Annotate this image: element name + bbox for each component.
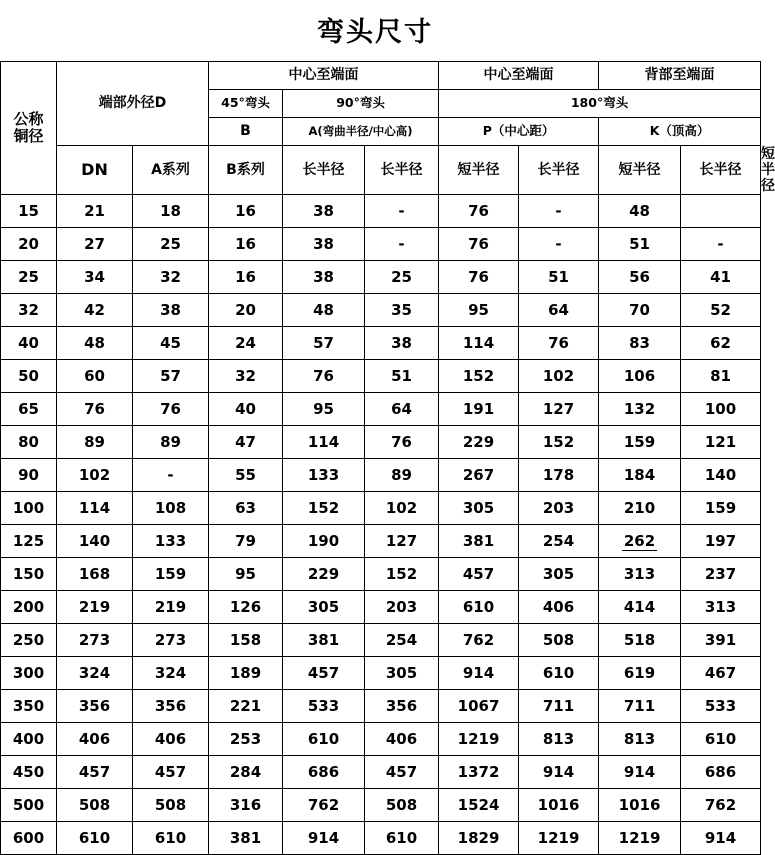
- table-cell: 140: [57, 525, 133, 558]
- table-cell: 508: [365, 789, 439, 822]
- table-cell: 51: [365, 360, 439, 393]
- table-cell: 203: [519, 492, 599, 525]
- page-title: 弯头尺寸: [317, 17, 433, 48]
- table-cell: 273: [133, 624, 209, 657]
- header-group-center-to-face-2: 中心至端面: [439, 62, 599, 90]
- cell-dn: 80: [1, 426, 57, 459]
- table-cell: 27: [57, 228, 133, 261]
- cell-dn: 150: [1, 558, 57, 591]
- table-cell: 159: [133, 558, 209, 591]
- table-cell: 391: [681, 624, 761, 657]
- table-cell: 95: [283, 393, 365, 426]
- table-cell: 189: [209, 657, 283, 690]
- header-nominal-diameter-line1: 公称: [13, 109, 44, 128]
- table-cell: 47: [209, 426, 283, 459]
- table-cell: 313: [599, 558, 681, 591]
- table-cell: 52: [681, 294, 761, 327]
- header-b-long-radius: 长半径: [283, 146, 365, 195]
- table-cell: 108: [133, 492, 209, 525]
- header-row-1: [1, 62, 761, 90]
- header-series-a: A系列: [133, 146, 209, 195]
- table-cell: 76: [519, 327, 599, 360]
- cell-dn: 300: [1, 657, 57, 690]
- cell-dn: 20: [1, 228, 57, 261]
- header-a-short-radius: 短半径: [439, 146, 519, 195]
- table-cell: 518: [599, 624, 681, 657]
- table-cell: 152: [283, 492, 365, 525]
- table-cell: 57: [283, 327, 365, 360]
- table-cell: 237: [681, 558, 761, 591]
- table-cell: 533: [681, 690, 761, 723]
- table-cell: 41: [681, 261, 761, 294]
- table-cell: 64: [365, 393, 439, 426]
- table-cell: 229: [283, 558, 365, 591]
- table-cell: 406: [365, 723, 439, 756]
- table-header: [1, 62, 775, 195]
- table-cell: 178: [519, 459, 599, 492]
- table-cell: 40: [209, 393, 283, 426]
- table-cell: 610: [681, 723, 761, 756]
- table-cell: 38: [283, 228, 365, 261]
- table-cell: 356: [133, 690, 209, 723]
- table-cell: [681, 195, 761, 228]
- table-cell: 60: [57, 360, 133, 393]
- header-symbol-p: P（中心距）: [439, 118, 599, 146]
- table-cell: 38: [365, 327, 439, 360]
- table-cell: 89: [57, 426, 133, 459]
- cell-dn: 40: [1, 327, 57, 360]
- table-cell: 316: [209, 789, 283, 822]
- table-cell: 127: [519, 393, 599, 426]
- table-cell: 356: [365, 690, 439, 723]
- header-elbow-90: 90°弯头: [283, 90, 439, 118]
- table-cell: 89: [133, 426, 209, 459]
- table-cell: 381: [439, 525, 519, 558]
- table-cell: 76: [57, 393, 133, 426]
- table-cell: 24: [209, 327, 283, 360]
- table-cell: 324: [57, 657, 133, 690]
- cell-dn: 500: [1, 789, 57, 822]
- table-cell: 457: [283, 657, 365, 690]
- cell-dn: 125: [1, 525, 57, 558]
- table-cell: 305: [439, 492, 519, 525]
- table-cell: 114: [439, 327, 519, 360]
- table-cell: 762: [681, 789, 761, 822]
- table-cell: -: [365, 228, 439, 261]
- table-cell: 254: [519, 525, 599, 558]
- header-p-short-radius: 短半径: [599, 146, 681, 195]
- table-cell: 914: [439, 657, 519, 690]
- table-row: [1, 525, 761, 558]
- table-cell: 32: [133, 261, 209, 294]
- table-cell: 25: [365, 261, 439, 294]
- cell-dn: 250: [1, 624, 57, 657]
- table-cell: 140: [681, 459, 761, 492]
- table-cell: 48: [57, 327, 133, 360]
- table-cell: 76: [439, 261, 519, 294]
- table-row: [1, 723, 761, 756]
- table-cell: 168: [57, 558, 133, 591]
- table-cell: 55: [209, 459, 283, 492]
- table-cell: 221: [209, 690, 283, 723]
- table-cell: 35: [365, 294, 439, 327]
- table-cell: 70: [599, 294, 681, 327]
- elbow-dimensions-table: [0, 61, 775, 855]
- table-cell: 18: [133, 195, 209, 228]
- table-cell: 457: [439, 558, 519, 591]
- table-cell: 914: [599, 756, 681, 789]
- table-cell: 508: [57, 789, 133, 822]
- table-row: [1, 327, 761, 360]
- table-cell: 56: [599, 261, 681, 294]
- table-cell: 159: [681, 492, 761, 525]
- table-cell: 64: [519, 294, 599, 327]
- table-cell: 610: [283, 723, 365, 756]
- table-cell: 457: [133, 756, 209, 789]
- header-outer-diameter: 端部外径D: [57, 62, 209, 146]
- table-cell: 1219: [439, 723, 519, 756]
- table-cell: 51: [599, 228, 681, 261]
- table-body: [1, 195, 761, 855]
- table-cell: 253: [209, 723, 283, 756]
- table-row: [1, 195, 761, 228]
- table-cell: 273: [57, 624, 133, 657]
- table-row: [1, 426, 761, 459]
- table-cell: 610: [133, 822, 209, 855]
- table-cell: 76: [365, 426, 439, 459]
- header-group-center-to-face-1: 中心至端面: [209, 62, 439, 90]
- header-elbow-180: 180°弯头: [439, 90, 761, 118]
- table-cell: 219: [133, 591, 209, 624]
- cell-dn: 600: [1, 822, 57, 855]
- table-cell: 1016: [599, 789, 681, 822]
- table-cell: -: [519, 228, 599, 261]
- table-cell: 313: [681, 591, 761, 624]
- table-cell: 210: [599, 492, 681, 525]
- table-row: [1, 294, 761, 327]
- table-cell: 34: [57, 261, 133, 294]
- table-cell: 48: [283, 294, 365, 327]
- table-cell: 686: [283, 756, 365, 789]
- table-cell: 813: [519, 723, 599, 756]
- table-cell: 305: [283, 591, 365, 624]
- table-row: [1, 756, 761, 789]
- table-cell: 414: [599, 591, 681, 624]
- table-cell: -: [133, 459, 209, 492]
- table-cell: 813: [599, 723, 681, 756]
- cell-dn: 100: [1, 492, 57, 525]
- table-cell: 619: [599, 657, 681, 690]
- table-cell: 467: [681, 657, 761, 690]
- table-cell: 158: [209, 624, 283, 657]
- table-cell: 533: [283, 690, 365, 723]
- table-row: [1, 624, 761, 657]
- table-cell: 610: [365, 822, 439, 855]
- table-cell: 686: [681, 756, 761, 789]
- table-cell: -: [365, 195, 439, 228]
- table-cell: 406: [57, 723, 133, 756]
- cell-dn: 32: [1, 294, 57, 327]
- table-cell: 100: [681, 393, 761, 426]
- table-cell: 203: [365, 591, 439, 624]
- table-cell: [599, 525, 681, 558]
- table-cell: 133: [133, 525, 209, 558]
- table-cell: 51: [519, 261, 599, 294]
- table-row: [1, 789, 761, 822]
- header-series-b: B系列: [209, 146, 283, 195]
- table-cell: 114: [283, 426, 365, 459]
- header-symbol-b: B: [209, 118, 283, 146]
- table-cell: 219: [57, 591, 133, 624]
- cell-dn: 65: [1, 393, 57, 426]
- table-row: [1, 393, 761, 426]
- table-cell: 1219: [519, 822, 599, 855]
- table-cell: 76: [439, 228, 519, 261]
- table-cell: 457: [57, 756, 133, 789]
- table-cell: 1219: [599, 822, 681, 855]
- table-cell: 102: [519, 360, 599, 393]
- table-cell: 89: [365, 459, 439, 492]
- table-cell: 48: [599, 195, 681, 228]
- table-cell: 83: [599, 327, 681, 360]
- table-cell: 121: [681, 426, 761, 459]
- cell-dn: 350: [1, 690, 57, 723]
- header-p-long-radius: 长半径: [519, 146, 599, 195]
- cell-dn: 450: [1, 756, 57, 789]
- table-cell: 229: [439, 426, 519, 459]
- table-cell: 184: [599, 459, 681, 492]
- table-cell: 95: [209, 558, 283, 591]
- table-cell: 508: [133, 789, 209, 822]
- table-cell: 32: [209, 360, 283, 393]
- table-cell: 610: [57, 822, 133, 855]
- table-cell: 42: [57, 294, 133, 327]
- table-cell: 381: [283, 624, 365, 657]
- table-cell: 356: [57, 690, 133, 723]
- table-cell: 57: [133, 360, 209, 393]
- table-cell: 914: [681, 822, 761, 855]
- table-row: [1, 822, 761, 855]
- table-cell: 1067: [439, 690, 519, 723]
- table-cell: 305: [519, 558, 599, 591]
- table-cell: 25: [133, 228, 209, 261]
- table-cell: 63: [209, 492, 283, 525]
- table-row: [1, 657, 761, 690]
- header-k-long-radius: 长半径: [681, 146, 761, 195]
- table-cell: 16: [209, 195, 283, 228]
- table-cell: 406: [133, 723, 209, 756]
- table-cell: 267: [439, 459, 519, 492]
- table-cell: 81: [681, 360, 761, 393]
- table-cell: 45: [133, 327, 209, 360]
- table-cell: 1829: [439, 822, 519, 855]
- table-cell: 16: [209, 228, 283, 261]
- table-cell: -: [681, 228, 761, 261]
- table-cell: 62: [681, 327, 761, 360]
- table-cell: 711: [599, 690, 681, 723]
- header-elbow-45: 45°弯头: [209, 90, 283, 118]
- table-cell: 114: [57, 492, 133, 525]
- table-cell: 102: [57, 459, 133, 492]
- table-cell: 381: [209, 822, 283, 855]
- table-cell: 95: [439, 294, 519, 327]
- table-cell: 1372: [439, 756, 519, 789]
- header-a-long-radius: 长半径: [365, 146, 439, 195]
- table-cell: 152: [519, 426, 599, 459]
- header-nominal-diameter-line2: 铜径: [13, 127, 44, 146]
- table-row: [1, 459, 761, 492]
- table-cell: 126: [209, 591, 283, 624]
- table-cell: 914: [283, 822, 365, 855]
- header-symbol-k: K（顶高）: [599, 118, 761, 146]
- table-row: [1, 360, 761, 393]
- table-cell: 1524: [439, 789, 519, 822]
- table-cell: 254: [365, 624, 439, 657]
- table-row: [1, 228, 761, 261]
- table-cell: 127: [365, 525, 439, 558]
- table-cell: 38: [133, 294, 209, 327]
- table-cell: 106: [599, 360, 681, 393]
- table-cell: 79: [209, 525, 283, 558]
- table-cell: 132: [599, 393, 681, 426]
- header-symbol-a: A(弯曲半径/中心高): [283, 118, 439, 146]
- table-cell: 76: [133, 393, 209, 426]
- table-cell: 102: [365, 492, 439, 525]
- table-row: [1, 690, 761, 723]
- table-cell: 762: [283, 789, 365, 822]
- table-cell: 305: [365, 657, 439, 690]
- header-group-back-to-face: 背部至端面: [599, 62, 761, 90]
- table-row: [1, 591, 761, 624]
- table-cell: 610: [519, 657, 599, 690]
- table-cell: 152: [439, 360, 519, 393]
- table-cell: 38: [283, 195, 365, 228]
- table-cell: 508: [519, 624, 599, 657]
- table-row: [1, 558, 761, 591]
- header-row-4: DN A系列 B系列 长半径 长半径 短半径 长半径 短半径 长半径 短半径: [1, 146, 761, 195]
- table-cell: 457: [365, 756, 439, 789]
- table-cell: -: [519, 195, 599, 228]
- header-nominal-diameter: [1, 62, 57, 195]
- cell-dn: 90: [1, 459, 57, 492]
- table-cell: 324: [133, 657, 209, 690]
- table-cell: 159: [599, 426, 681, 459]
- cell-dn: 400: [1, 723, 57, 756]
- table-cell: 20: [209, 294, 283, 327]
- table-cell: 190: [283, 525, 365, 558]
- table-cell: 1016: [519, 789, 599, 822]
- table-cell: 610: [439, 591, 519, 624]
- table-cell: 152: [365, 558, 439, 591]
- table-cell: 914: [519, 756, 599, 789]
- table-row: [1, 261, 761, 294]
- table-cell: 76: [439, 195, 519, 228]
- table-row: [1, 492, 761, 525]
- table-cell: 711: [519, 690, 599, 723]
- table-cell: 16: [209, 261, 283, 294]
- cell-dn: 25: [1, 261, 57, 294]
- table-cell: 197: [681, 525, 761, 558]
- table-cell: 76: [283, 360, 365, 393]
- cell-dn: 15: [1, 195, 57, 228]
- table-cell: 762: [439, 624, 519, 657]
- cell-dn: 50: [1, 360, 57, 393]
- cell-dn: 200: [1, 591, 57, 624]
- table-cell: 21: [57, 195, 133, 228]
- header-dn: DN: [57, 146, 133, 195]
- table-cell-value: 262: [623, 531, 656, 550]
- table-cell: 133: [283, 459, 365, 492]
- table-cell: 406: [519, 591, 599, 624]
- table-cell: 284: [209, 756, 283, 789]
- table-cell: 38: [283, 261, 365, 294]
- table-cell: 191: [439, 393, 519, 426]
